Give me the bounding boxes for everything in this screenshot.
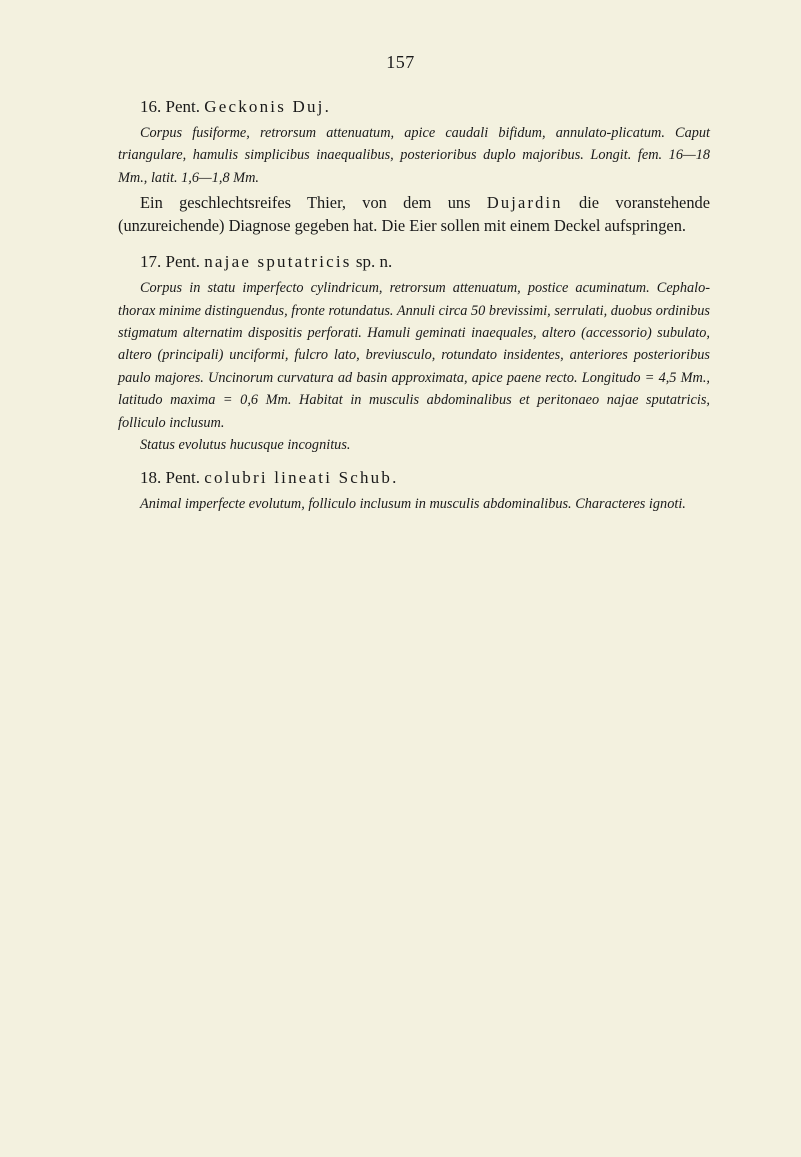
german-remark-author: Dujardin: [486, 193, 563, 213]
entry-number: 16.: [140, 97, 162, 116]
latin-diagnosis: Animal imperfecte evolutum, folliculo inclusum in musculis abdominalibus. Characteres ignoti.: [140, 496, 686, 513]
german-remark: [118, 191, 710, 237]
entry-heading: [140, 95, 710, 119]
entry-heading: [140, 466, 710, 490]
entry-heading: [140, 250, 710, 274]
latin-diagnosis: Corpus fusiforme, retrorsum attenuatum, apice caudali bifidum, annulato-plicatum. Caput triangulare, hamulis simplicibus inaequalibus, posterioribus duplo majoribus. Longit. fem. 16—18 Mm., latit. 1,6—1,8 Mm.: [118, 125, 710, 186]
german-remark-suffix: die voranstehende (unzureichende) Diagnose gegeben hat. Die Eier sollen mit einem Deckel aufspringen.: [118, 193, 710, 236]
german-remark-prefix: Ein geschlechtsreifes Thier, von dem uns: [140, 193, 487, 213]
entry-species-suffix: sp. n.: [351, 252, 393, 272]
latin-diagnosis: Corpus in statu imperfecto cylindricum, retrorsum attenuatum, postice acuminatum. Cephalo-thorax minime distinguendus, fronte rotundatus. Annuli circa 50 brevissimi, serrulati, duobus ordinibus stigmatum alternatim dispositis perforati. Hamuli geminati inaequales, altero (accessorio) subulato, altero (principali) unciformi, fulcro lato, breviusculo, rotundato insidentes, anteriores posterioribus paulo majores. Uncinorum curvatura ad basin approximata, apice paene recto. Longitudo = 4,5 Mm., latitudo maxima = 0,6 Mm. Habitat in musculis abdominalibus et peritonaeo najae sputatricis, folliculo inclusum.: [118, 280, 710, 431]
page-number: 157: [386, 52, 415, 72]
entry-17: [118, 250, 710, 456]
status-note: Status evolutus hucusque incognitus.: [140, 437, 351, 454]
entry-number: 18.: [140, 468, 162, 488]
main-text: [118, 95, 710, 516]
entry-species: najae sputatricis: [204, 252, 352, 272]
entry-18: [118, 466, 710, 515]
entry-genus: Pent.: [165, 97, 200, 116]
entry-species: colubri lineati Schub.: [204, 468, 399, 488]
entry-genus: Pent.: [165, 252, 200, 272]
entry-number: 17.: [140, 252, 162, 272]
entry-16: [118, 95, 710, 237]
entry-genus: Pent.: [165, 468, 200, 488]
entry-species: Geckonis Duj.: [204, 97, 332, 116]
